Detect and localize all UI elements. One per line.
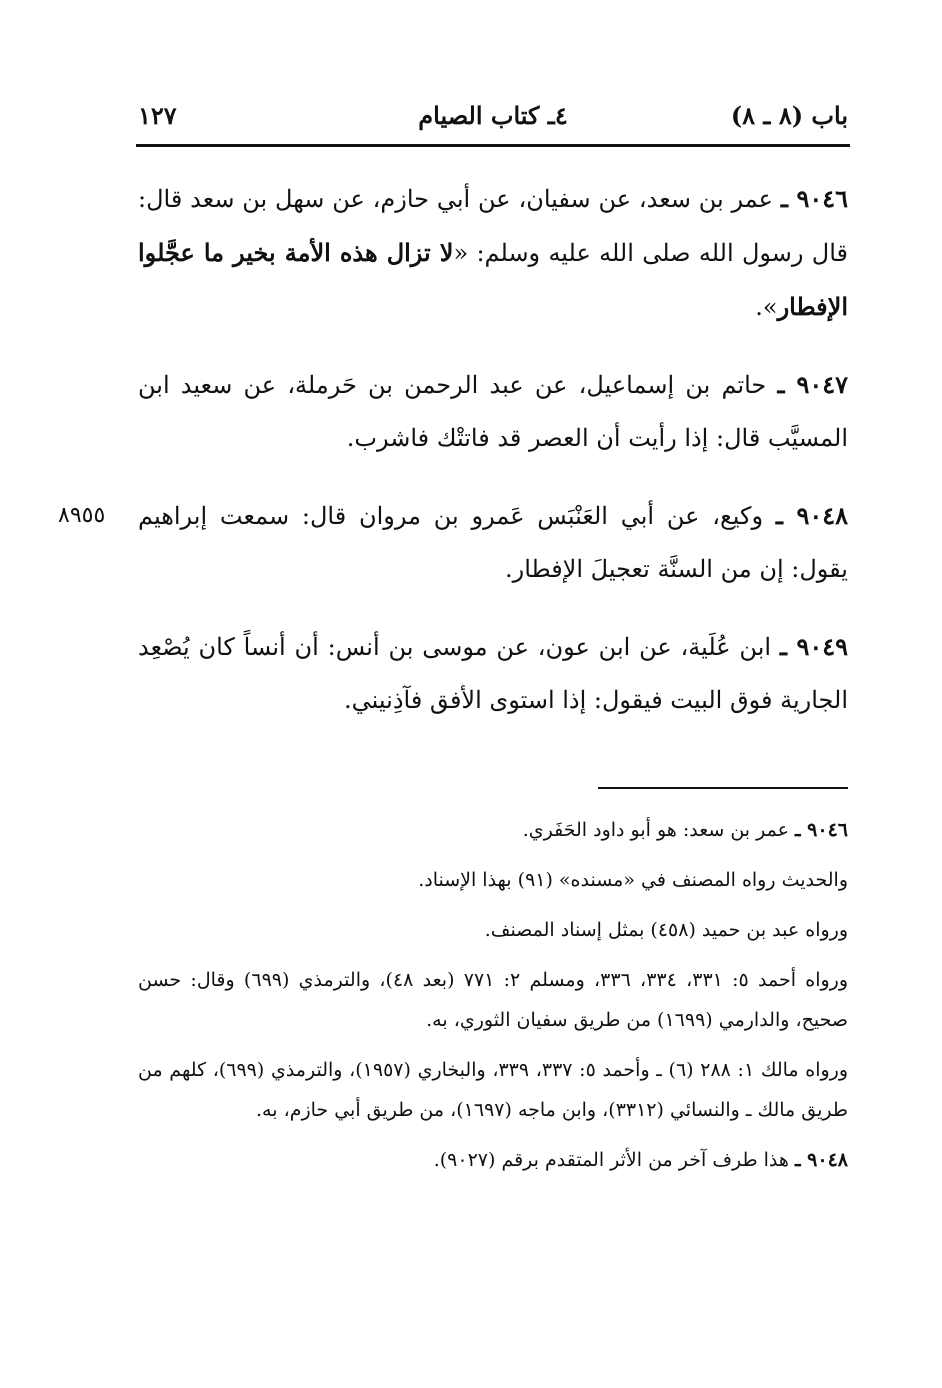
entry-text: ابن عُلَية، عن ابن عون، عن موسى بن أنس: أن أنساً كان يُصْعِد الجارية فوق البيت فيقول: إذا استوى الأفق فآذِنيني. bbox=[138, 633, 848, 714]
footnote bbox=[138, 1050, 848, 1130]
hadith-entry bbox=[58, 489, 849, 596]
hadith-entry bbox=[138, 358, 848, 465]
page-header bbox=[138, 95, 848, 139]
margin-reference-number: ٨٩٥٥ bbox=[58, 503, 106, 528]
hadith-entry bbox=[138, 620, 848, 727]
footnote-text: عمر بن سعد: هو أبو داود الحَفَري. bbox=[522, 819, 789, 841]
footnote-text: هذا طرف آخر من الأثر المتقدم برقم (٩٠٢٧). bbox=[433, 1149, 789, 1171]
footnote bbox=[138, 810, 848, 850]
header-divider bbox=[136, 144, 850, 147]
footnote-divider bbox=[598, 787, 848, 789]
footnote-number: ٩٠٤٨ ـ bbox=[794, 1149, 848, 1171]
footnote-text: ورواه مالك ١: ٢٨٨ (٦) ـ وأحمد ٥: ٣٣٧، ٣٣٩، والبخاري (١٩٥٧)، والترمذي (٦٩٩)، كلهم من طريق مالك ـ والنسائي (٣٣١٢)، وابن ماجه (١٦٩٧)، من طريق أبي حازم، به. bbox=[138, 1059, 849, 1121]
entry-tail: ». bbox=[755, 293, 778, 321]
entry-text: حاتم بن إسماعيل، عن عبد الرحمن بن حَرملة، عن سعيد ابن المسيَّب قال: إذا رأيت أن العصر قد فاتتْك فاشرب. bbox=[138, 371, 848, 452]
entry-number: ٩٠٤٧ ـ bbox=[777, 370, 848, 399]
footnote bbox=[138, 1140, 848, 1180]
entry-bold-text: لا تزال هذه الأمة بخير ما عجَّلوا الإفطار bbox=[138, 238, 848, 321]
entry-number: ٩٠٤٨ ـ bbox=[775, 501, 849, 530]
footnote bbox=[138, 910, 848, 950]
footnote-text: والحديث رواه المصنف في «مسنده» (٩١) بهذا الإسناد. bbox=[418, 869, 848, 891]
book-title: ٤ـ كتاب الصيام bbox=[418, 101, 568, 130]
page-number: ١٢٧ bbox=[138, 101, 177, 130]
entry-number: ٩٠٤٩ ـ bbox=[779, 632, 848, 661]
hadith-entry bbox=[138, 172, 848, 334]
entry-text: وكيع، عن أبي العَنْبَس عَمرو بن مروان قال: سمعت إبراهيم يقول: إن من السنَّة تعجيلَ الإفطار. bbox=[138, 502, 848, 583]
entry-number: ٩٠٤٦ ـ bbox=[780, 184, 849, 213]
footnote bbox=[138, 860, 848, 900]
footnote-number: ٩٠٤٦ ـ bbox=[794, 819, 848, 841]
footnote-text: ورواه عبد بن حميد (٤٥٨) بمثل إسناد المصنف. bbox=[484, 919, 848, 941]
footnote bbox=[138, 960, 848, 1040]
footnotes bbox=[138, 810, 848, 1190]
main-text bbox=[58, 172, 849, 751]
chapter-reference: باب (٨ ـ ٨) bbox=[730, 101, 848, 130]
footnote-text: ورواه أحمد ٥: ٣٣١، ٣٣٤، ٣٣٦، ومسلم ٢: ٧٧١ (بعد ٤٨)، والترمذي (٦٩٩) وقال: حسن صحيح، والدارمي (١٦٩٩) من طريق سفيان الثوري، به. bbox=[138, 969, 849, 1031]
entry-text: عمر بن سعد، عن سفيان، عن أبي حازم، عن سهل بن سعد قال: قال رسول الله صلى الله عليه وسلم: « bbox=[138, 185, 849, 267]
